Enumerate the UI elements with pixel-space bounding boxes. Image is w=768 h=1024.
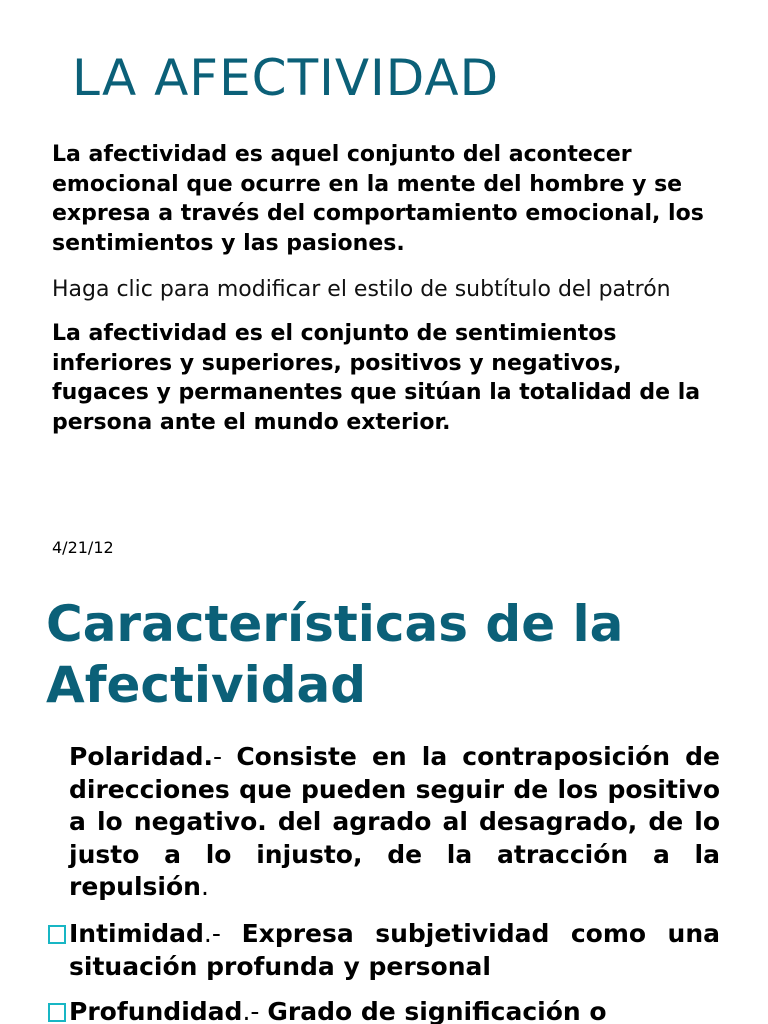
list-item-profundidad	[48, 996, 720, 1024]
item-term: Intimidad	[69, 919, 204, 948]
item-dash: .-	[242, 997, 268, 1024]
square-bullet-icon	[48, 925, 66, 944]
item-dash: -	[213, 742, 237, 771]
definition-paragraph-1: La afectividad es aquel conjunto del acontecer emocional que ocurre en la mente del hombre y se expresa a través del comportamiento emocional, los sentimientos y las pasiones.	[52, 142, 704, 256]
item-term: Polaridad.	[69, 742, 213, 771]
slide-date: 4/21/12	[52, 538, 114, 557]
item-description: Consiste en la contraposición de direcciones que pueden seguir de los positivo a lo negativo. del agrado al desagrado, de lo justo a lo injusto, de la atracción a la repulsión	[69, 742, 720, 901]
subtitle-placeholder[interactable]: Haga clic para modificar el estilo de subtítulo del patrón	[52, 277, 671, 302]
slide-title: LA AFECTIVIDAD	[72, 49, 500, 107]
item-description: Grado de significación o	[267, 997, 607, 1024]
definition-paragraph-2: La afectividad es el conjunto de sentimientos inferiores y superiores, positivos y negativos, fugaces y permanentes que sitúan la totalidad de la persona ante el mundo exterior.	[52, 321, 701, 435]
characteristics-title: Características de la Afectividad	[46, 595, 624, 714]
item-term: Profundidad	[69, 997, 243, 1024]
item-description: Expresa subjetividad como una situación profunda y personal	[69, 919, 721, 981]
square-bullet-icon	[48, 1003, 66, 1022]
item-dash: .-	[203, 919, 242, 948]
list-item-polaridad	[48, 741, 720, 904]
item-end: .	[200, 872, 209, 901]
list-item-intimidad	[48, 918, 720, 983]
